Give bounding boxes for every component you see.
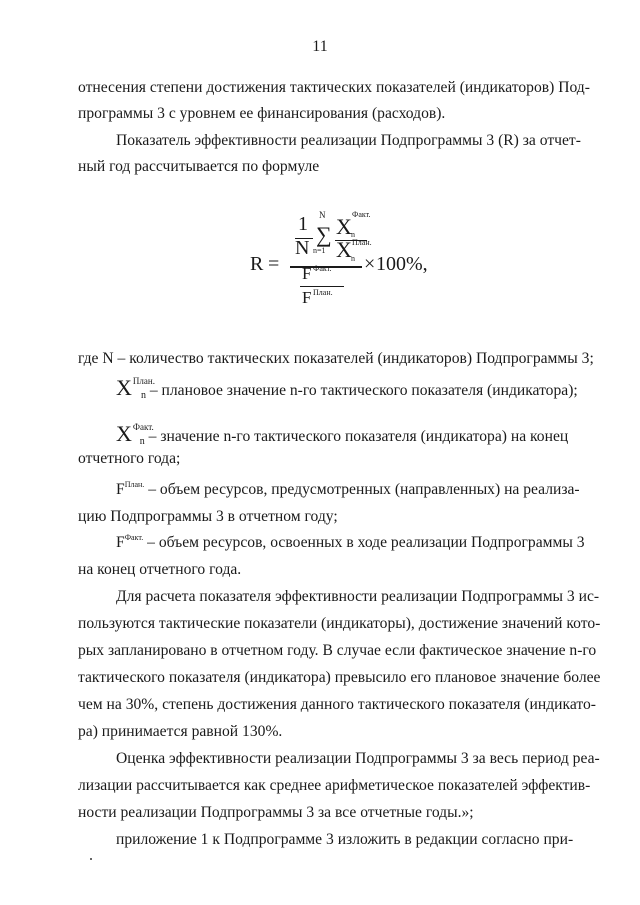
sigma-lower: n=1 [313,246,326,255]
x-fakt-sup: Факт. [352,210,371,219]
formula-percent: 100%, [376,253,428,275]
definition-x-fakt [116,421,569,449]
f-plan-symbol-sup: План. [124,480,145,489]
x-plan-sup: План. [352,238,372,247]
formula-lhs: R [250,253,264,275]
paragraph-line: на конец отчетного года. [78,561,242,578]
paragraph-line: ра) принимается равной 130%. [78,723,283,740]
f-fakt-text: – объем ресурсов, освоенных в ходе реализации Подпрограммы 3 [147,534,585,551]
definition-x-plan [116,375,578,403]
paragraph-line: тактического показателя (индикатора) превысило его плановое значение более [78,669,601,686]
paragraph-line: приложение 1 к Подпрограмме 3 изложить в редакции согласно при- [116,831,574,848]
paragraph-line: чем на 30%, степень достижения данного тактического показателя (индикато- [78,696,596,713]
paragraph-line: пользуются тактические показатели (индикаторы), достижение значений кото- [78,615,601,632]
x-plan-sub: n [351,254,355,263]
formula-equals: = [268,253,280,275]
sigma-upper: N [319,210,326,220]
paragraph-line: цию Подпрограммы 3 в отчетном году; [78,508,338,525]
definition-n: где N – количество тактических показателей (индикаторов) Подпрограммы 3; [78,350,594,367]
formula-one: 1 [298,213,308,235]
f-plan-sup: План. [313,288,333,297]
paragraph-line: ности реализации Подпрограммы 3 за все отчетные годы.»; [78,804,474,821]
f-plan-symbol: F [116,481,125,498]
f-fakt-symbol: F [116,534,125,551]
x-fakt-text: – значение n-го тактического показателя (индикатора) на конец [148,428,569,445]
times-sign: × [364,253,376,275]
paragraph-line: отчетного года; [78,450,181,467]
efficiency-formula [240,208,440,318]
paragraph-line: Оценка эффективности реализации Подпрограммы 3 за весь период реа- [116,750,600,767]
f-fakt-symbol-sup: Факт. [124,533,144,542]
definition-f-fakt [116,533,585,555]
fraction-bar [300,286,344,287]
x-plan-symbol-sub: n [140,390,146,401]
f-plan-text: – объем ресурсов, предусмотренных (направленных) на реализа- [148,481,580,498]
paragraph-line: программы 3 с уровнем ее финансирования (расходов). [78,105,446,122]
f-plan: F [302,288,312,307]
x-fakt: X [336,214,352,239]
paragraph-line: Показатель эффективности реализации Подпрограммы 3 (R) за отчет- [116,132,581,149]
x-plan-text: – плановое значение n-го тактического показателя (индикатора); [149,382,578,399]
x-fakt-sub: n [351,230,355,239]
x-plan-symbol-sup: План. [132,376,155,386]
paragraph-line: отнесения степени достижения тактических показателей (индикаторов) Под- [78,79,590,96]
paragraph-line: Для расчета показателя эффективности реализации Подпрограммы 3 ис- [116,588,600,605]
sigma-symbol: ∑ [316,222,332,247]
paragraph-line: ный год рассчитывается по формуле [78,158,320,175]
x-fakt-symbol-sub: n [139,436,145,447]
formula-n: N [295,237,310,259]
page-number: 11 [312,38,328,55]
paragraph-line: лизации рассчитывается как среднее арифметическое показателей эффектив- [78,777,591,794]
scan-speck [90,858,92,860]
definition-f-plan [116,480,580,502]
f-fakt-sup: Факт. [313,264,332,273]
x-fakt-symbol-sup: Факт. [132,422,154,432]
x-plan-symbol: X [116,375,132,400]
x-fakt-symbol: X [116,421,132,446]
paragraph-line: рых запланировано в отчетном году. В случае если фактическое значение n-го [78,642,597,659]
x-plan: X [336,237,352,262]
f-fakt: F [302,264,312,283]
